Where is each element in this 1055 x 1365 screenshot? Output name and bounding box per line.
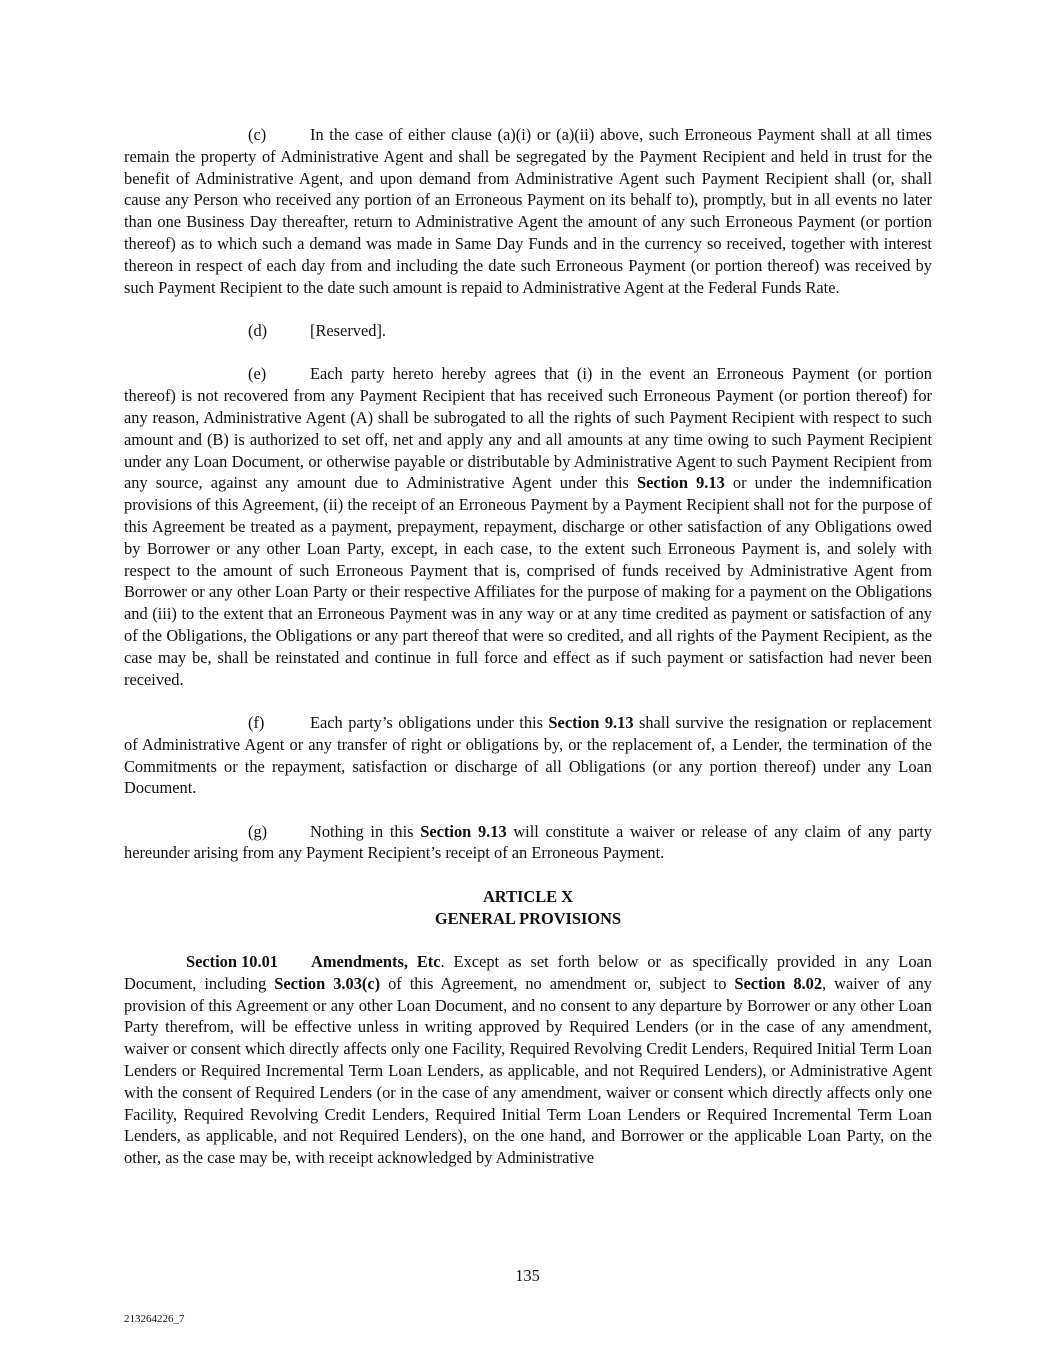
section-title: Amendments, Etc	[311, 952, 441, 972]
paragraph-text: Each party’s obligations under this	[310, 712, 549, 732]
section-10-01	[124, 951, 932, 1169]
paragraph-text: Each party hereto hereby agrees that (i) in the event an Erroneous Payment (or portion thereof) is not recovered from any Payment Recipient that has received such Erroneous Payment (or portion thereof) for any reason, Administrative Agent (A) shall be subrogated to all the rights of such Payment Recipient with respect to such amount and (B) is authorized to set off, net and apply any and all amounts at any time owing to such Payment Recipient under any Loan Document, or otherwise payable or distributable by Administrative Agent to such Payment Recipient from any source, against any amount due to Administrative Agent under this	[124, 364, 932, 493]
paragraph-d	[124, 320, 932, 342]
paragraph-text: Nothing in this	[310, 821, 421, 841]
section-text: of this Agreement, no amendment or, subject to	[380, 973, 735, 993]
page-number: 135	[515, 1266, 540, 1285]
section-reference: Section 9.13	[548, 712, 634, 732]
article-number: ARTICLE X	[482, 886, 574, 906]
paragraph-label: (g)	[248, 821, 268, 841]
article-heading	[124, 886, 932, 930]
paragraph-label: (f)	[248, 712, 265, 732]
paragraph-text: or under the indemnification provisions of this Agreement, (ii) the receipt of an Erroneous Payment by a Payment Recipient shall not for the purpose of this Agreement be treated as a payment, prepayment, repayment, discharge or other satisfaction of any Obligations owed by Borrower or any other Loan Party, except, in each case, to the extent such Erroneous Payment is, and solely with respect to the amount of such Erroneous Payment that is, comprised of funds received by Administrative Agent from Borrower or any other Loan Party or their respective Affiliates for the purpose of making for a payment on the Obligations and (iii) to the extent that an Erroneous Payment was in any way or at any time credited as payment or satisfaction of any of the Obligations, the Obligations or any part thereof that were so credited, and all rights of the Payment Recipient, as the case may be, shall be reinstated and continue in full force and effect as if such payment or satisfaction had never been received.	[124, 473, 932, 689]
paragraph-label: (c)	[248, 125, 267, 144]
section-reference: Section 8.02	[734, 973, 823, 993]
paragraph-g	[124, 821, 932, 865]
section-number: Section 10.01	[186, 952, 278, 972]
section-text: , waiver of any provision of this Agreement or any other Loan Document, and no consent to any departure by Borrower or any other Loan Party therefrom, will be effective unless in writing approved by Required Lenders (or in the case of any amendment, waiver or consent which directly affects only one Facility, Required Revolving Credit Lenders, Required Initial Term Loan Lenders or Required Incremental Term Loan Lenders, as applicable, and not Required Lenders), or Administrative Agent with the consent of Required Lenders (or in the case of any amendment, waiver or consent which directly affects only one Facility, Required Revolving Credit Lenders, Required Initial Term Loan Lenders or Required Incremental Term Loan Lenders, as applicable, and not Required Lenders), on the one hand, and Borrower or the applicable Loan Party, on the other, as the case may be, with receipt acknowledged by Administrative	[124, 973, 932, 1168]
paragraph-text: will constitute a waiver or release of any claim of any party hereunder arising from any Payment Recipient’s receipt of an Erroneous Payment.	[124, 821, 932, 863]
article-title: GENERAL PROVISIONS	[434, 908, 622, 928]
document-id: 213264226_7	[124, 1313, 185, 1325]
section-reference: Section 3.03(c)	[274, 973, 381, 993]
paragraph-f	[124, 712, 932, 799]
paragraph-e	[124, 363, 932, 690]
paragraph-label: (d)	[248, 320, 268, 340]
section-reference: Section 9.13	[420, 821, 507, 841]
paragraph-text: shall survive the resignation or replacement of Administrative Agent or any transfer of right or obligations by, or the replacement of, a Lender, the termination of the Commitments or the repayment, satisfaction or discharge of all Obligations (or any portion thereof) under any Loan Document.	[124, 712, 932, 798]
document-page	[124, 124, 932, 1191]
section-text: Except as set forth below or as specifically provided in any Loan Document, including	[124, 952, 932, 993]
paragraph-c	[124, 124, 932, 298]
paragraph-text: [Reserved].	[310, 320, 386, 340]
paragraph-text: In the case of either clause (a)(i) or (a)(ii) above, such Erroneous Payment shall at all times remain the property of Administrative Agent and shall be segregated by the Payment Recipient and held in trust for the benefit of Administrative Agent, and upon demand from Administrative Agent such Payment Recipient shall (or, shall cause any Person who received any portion of an Erroneous Payment on its behalf to), promptly, but in all events no later than one Business Day thereafter, return to Administrative Agent the amount of any such Erroneous Payment (or portion thereof) as to which such a demand was made in Same Day Funds and in the currency so received, together with interest thereon in respect of each day from and including the date such Erroneous Payment (or portion thereof) was received by such Payment Recipient to the date such amount is repaid to Administrative Agent at the Federal Funds Rate.	[124, 125, 932, 297]
section-reference: Section 9.13	[636, 473, 725, 493]
paragraph-label: (e)	[248, 364, 267, 384]
section-title-period: .	[440, 952, 445, 972]
